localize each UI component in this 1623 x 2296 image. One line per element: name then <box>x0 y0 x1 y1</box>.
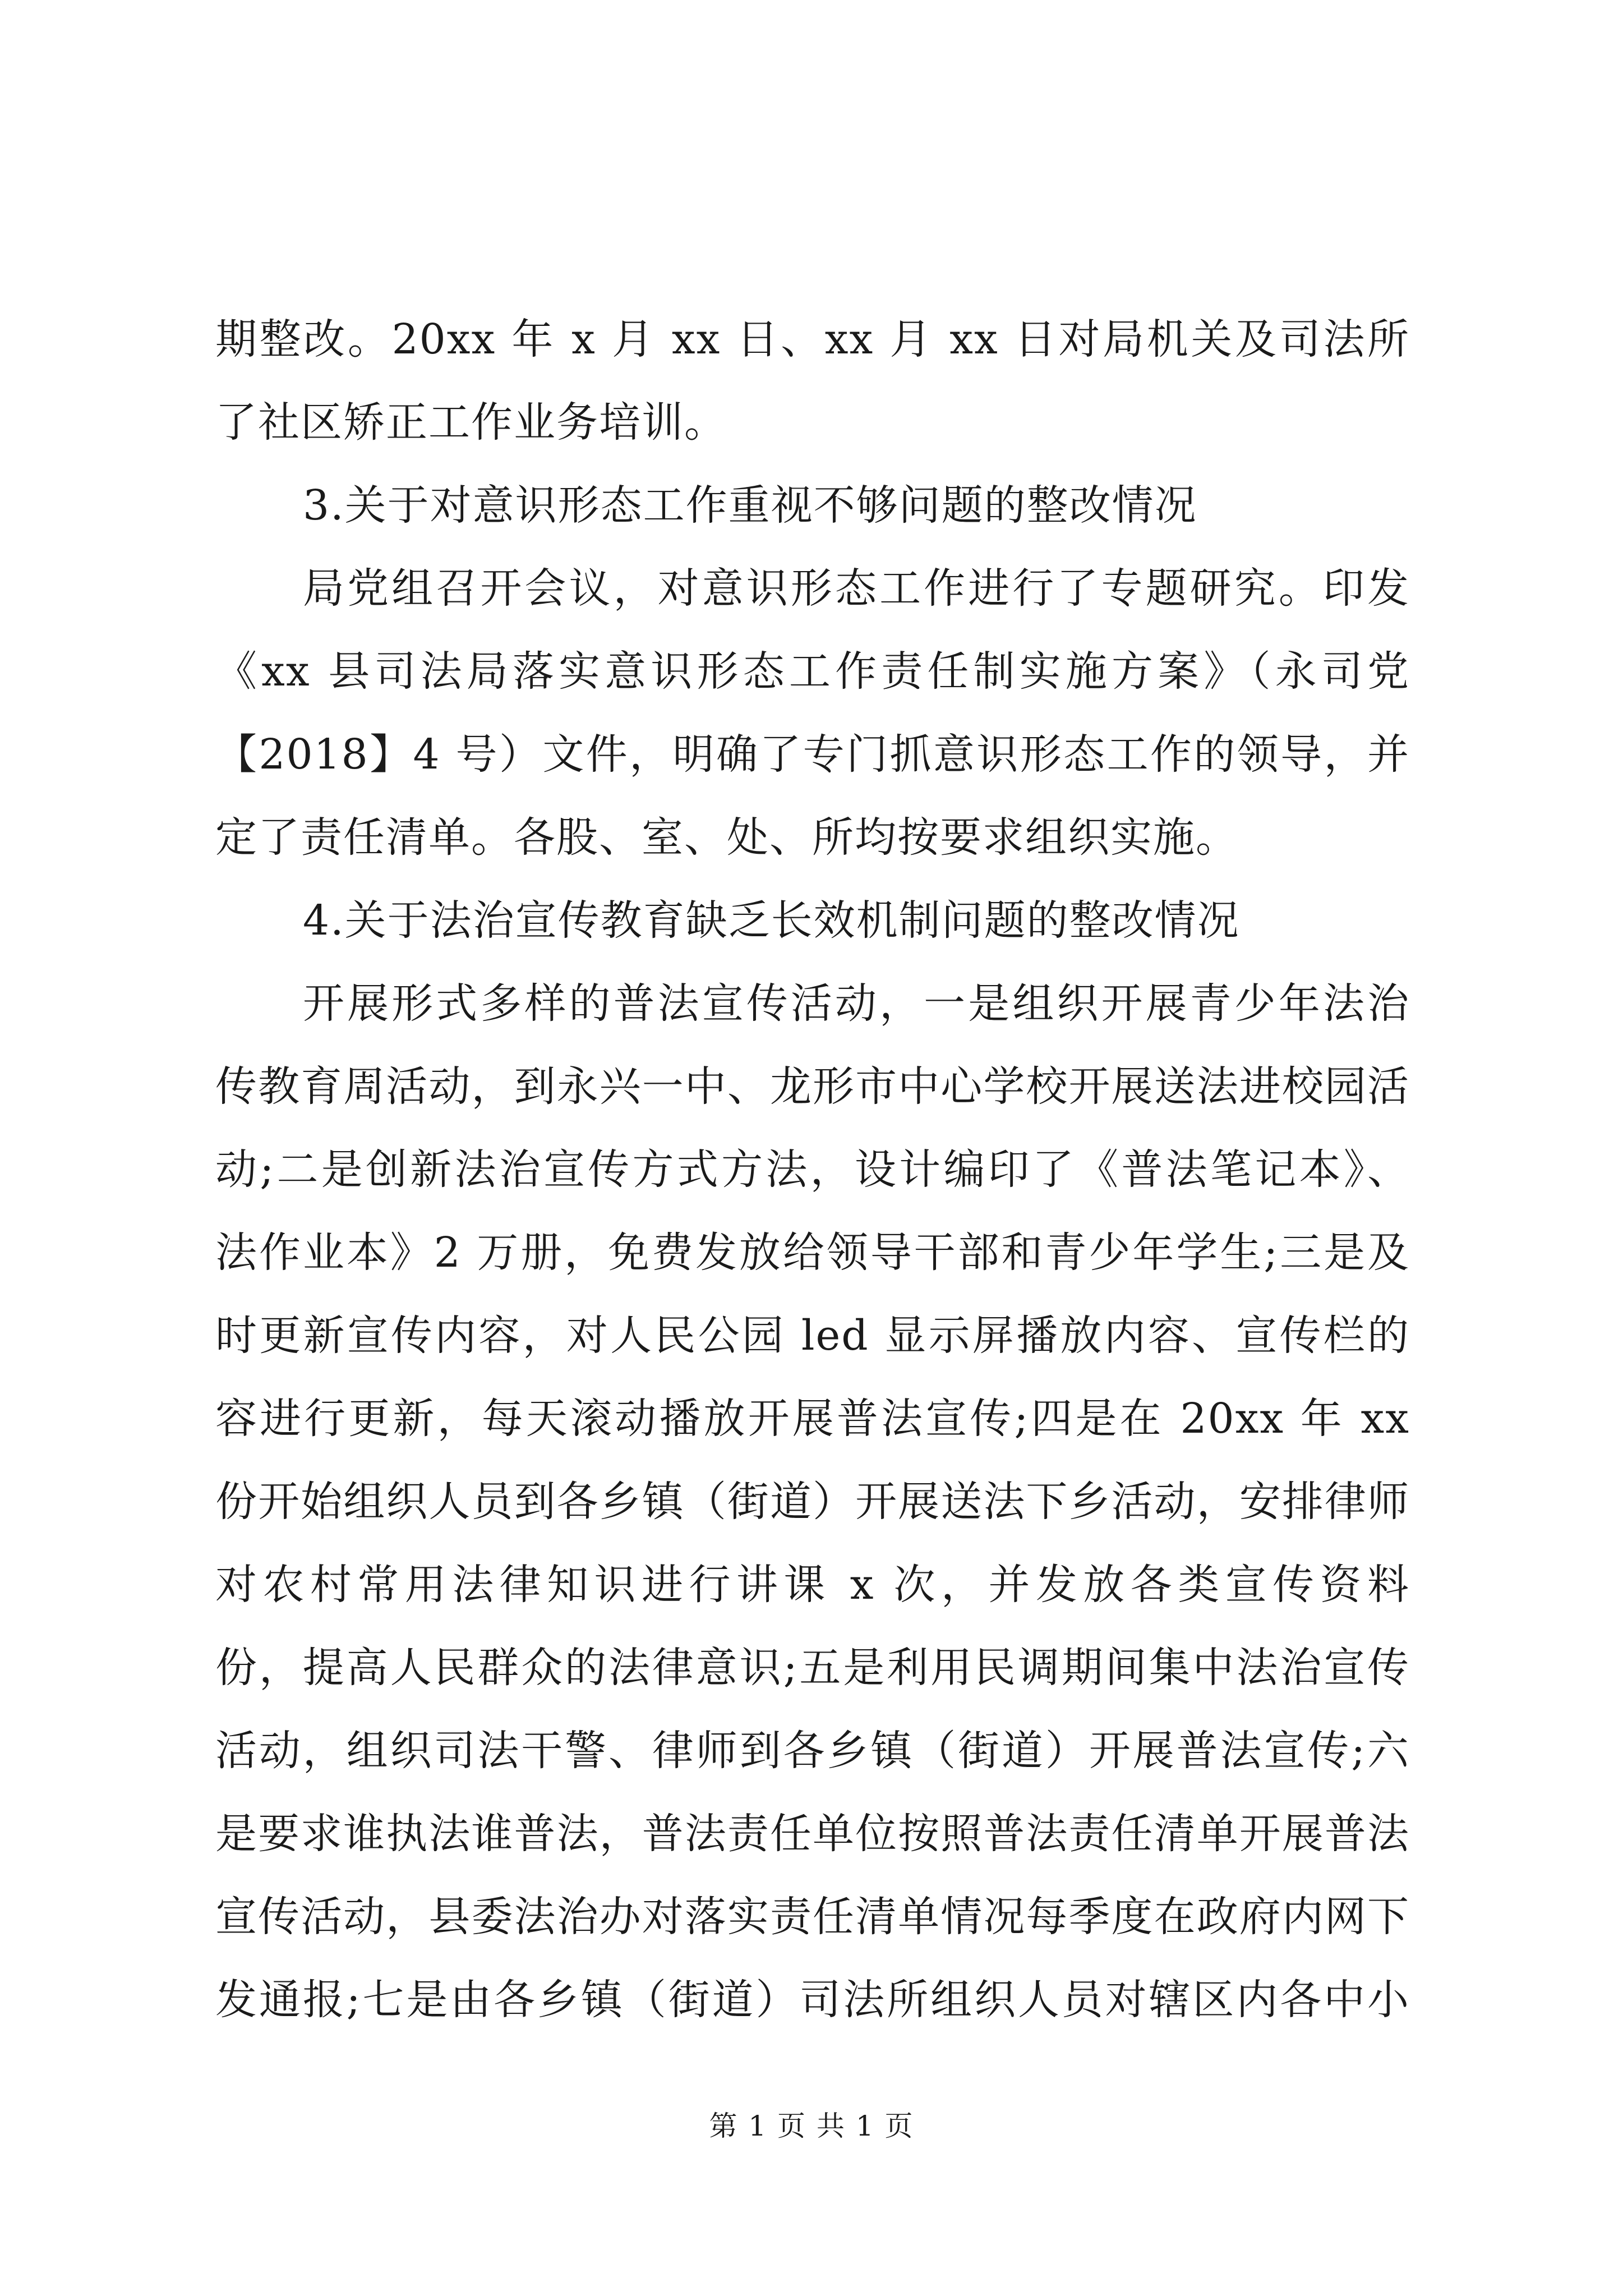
section-heading-3: 3.关于对意识形态工作重视不够问题的整改情况 <box>303 481 1197 530</box>
text-line-16: 对农村常用法律知识进行讲课 x 次，并发放各类宣传资料 <box>215 1561 1410 1609</box>
text-line-13: 时更新宣传内容，对人民公园 led 显示屏播放内容、宣传栏的 <box>215 1312 1410 1360</box>
text-line-12: 法作业本》2 万册，免费发放给领导干部和青少年学生;三是及 <box>215 1228 1410 1277</box>
text-line-1: 期整改。20xx 年 x 月 xx 日、xx 月 xx 日对局机关及司法所 <box>215 315 1410 364</box>
text-line-9: 开展形式多样的普法宣传活动，一是组织开展青少年法治 <box>303 979 1410 1028</box>
text-line-20: 宣传活动，县委法治办对落实责任清单情况每季度在政府内网下 <box>215 1893 1410 1941</box>
text-line-10: 传教育周活动，到永兴一中、龙形市中心学校开展送法进校园活 <box>215 1062 1410 1111</box>
text-line-6: 【2018】4 号）文件，明确了专门抓意识形态工作的领导，并 <box>215 730 1410 779</box>
page-footer: 第 1 页 共 1 页 <box>709 2110 914 2142</box>
section-heading-4: 4.关于法治宣传教育缺乏长效机制问题的整改情况 <box>303 896 1240 945</box>
text-line-18: 活动，组织司法干警、律师到各乡镇（街道）开展普法宣传;六 <box>215 1727 1410 1775</box>
text-line-17: 份，提高人民群众的法律意识;五是利用民调期间集中法治宣传 <box>215 1644 1410 1692</box>
text-line-14: 容进行更新，每天滚动播放开展普法宣传;四是在 20xx 年 xx <box>215 1395 1410 1443</box>
text-line-5: 《xx 县司法局落实意识形态工作责任制实施方案》（永司党 <box>215 647 1410 696</box>
text-line-15: 份开始组织人员到各乡镇（街道）开展送法下乡活动，安排律师 <box>215 1478 1410 1526</box>
text-line-2: 了社区矫正工作业务培训。 <box>215 398 727 447</box>
text-line-19: 是要求谁执法谁普法，普法责任单位按照普法责任清单开展普法 <box>215 1810 1410 1858</box>
text-line-11: 动;二是创新法治宣传方式方法，设计编印了《普法笔记本》、 <box>215 1145 1410 1194</box>
text-line-4: 局党组召开会议，对意识形态工作进行了专题研究。印发 <box>303 564 1410 613</box>
text-line-21: 发通报;七是由各乡镇（街道）司法所组织人员对辖区内各中小 <box>215 1976 1410 2024</box>
text-line-7: 定了责任清单。各股、室、处、所均按要求组织实施。 <box>215 813 1238 862</box>
